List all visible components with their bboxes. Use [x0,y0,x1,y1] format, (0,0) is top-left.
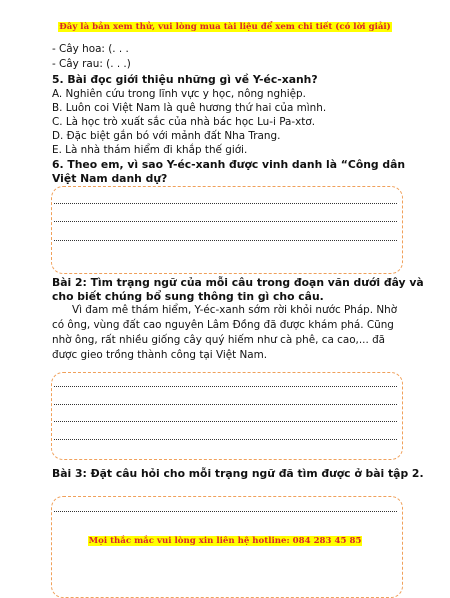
exercise-2-title-line1: Bài 2: Tìm trạng ngữ của mỗi câu trong đoạn văn dưới đây và [52,276,424,289]
intro-line-flower: - Cây hoa: (. . . [52,43,129,55]
preview-banner: Đây là bản xem thử, vui lòng mua tài liệu để xem chi tiết (có lời giải) [59,22,391,32]
question-5-option-a: A. Nghiên cứu trong lĩnh vực y học, nông nghiệp. [52,88,306,100]
question-5-option-b: B. Luôn coi Việt Nam là quê hương thứ hai của mình. [52,102,327,114]
answer-line[interactable] [54,511,397,512]
question-5-option-d: D. Đặc biệt gắn bó với mảnh đất Nha Trang. [52,130,281,142]
question-6-title-line2: Việt Nam danh dự? [52,172,168,185]
answer-line[interactable] [54,240,397,241]
answer-line[interactable] [54,439,397,440]
answer-line[interactable] [54,404,397,405]
exercise-2-passage: Vì đam mê thám hiểm, Y-éc-xanh sớm rời khỏi nước Pháp. Nhờ có ông, vùng đất cao nguyên Lâm Đồng đã được khám phá. Cũng nhờ ông, rất nhiều giống cây quý hiếm như cà phê, ca cao,... đã được gieo trồng thành công tại Việt Nam. [52,304,398,361]
answer-line[interactable] [54,386,397,387]
answer-line[interactable] [54,221,397,222]
question-6-title-line1: 6. Theo em, vì sao Y-éc-xanh được vinh danh là “Công dân [52,158,406,171]
question-5-option-c: C. Là học trò xuất sắc của nhà bác học Lu-i Pa-xtơ. [52,116,316,128]
hotline-banner: Mọi thắc mắc vui lòng xin liên hệ hotline: 084 283 45 85 [88,536,362,546]
question-5-option-e: E. Là nhà thám hiểm đi khắp thế giới. [52,144,248,156]
exercise-3-title: Bài 3: Đặt câu hỏi cho mỗi trạng ngữ đã tìm được ở bài tập 2. [52,467,424,480]
answer-line[interactable] [54,203,397,204]
answer-box-q6 [51,186,403,274]
answer-line[interactable] [54,421,397,422]
question-5-title: 5. Bài đọc giới thiệu những gì về Y-éc-xanh? [52,73,318,86]
intro-line-vegetable: - Cây rau: (. . .) [52,58,131,70]
exercise-2-title-line2: cho biết chúng bổ sung thông tin gì cho câu. [52,290,324,303]
